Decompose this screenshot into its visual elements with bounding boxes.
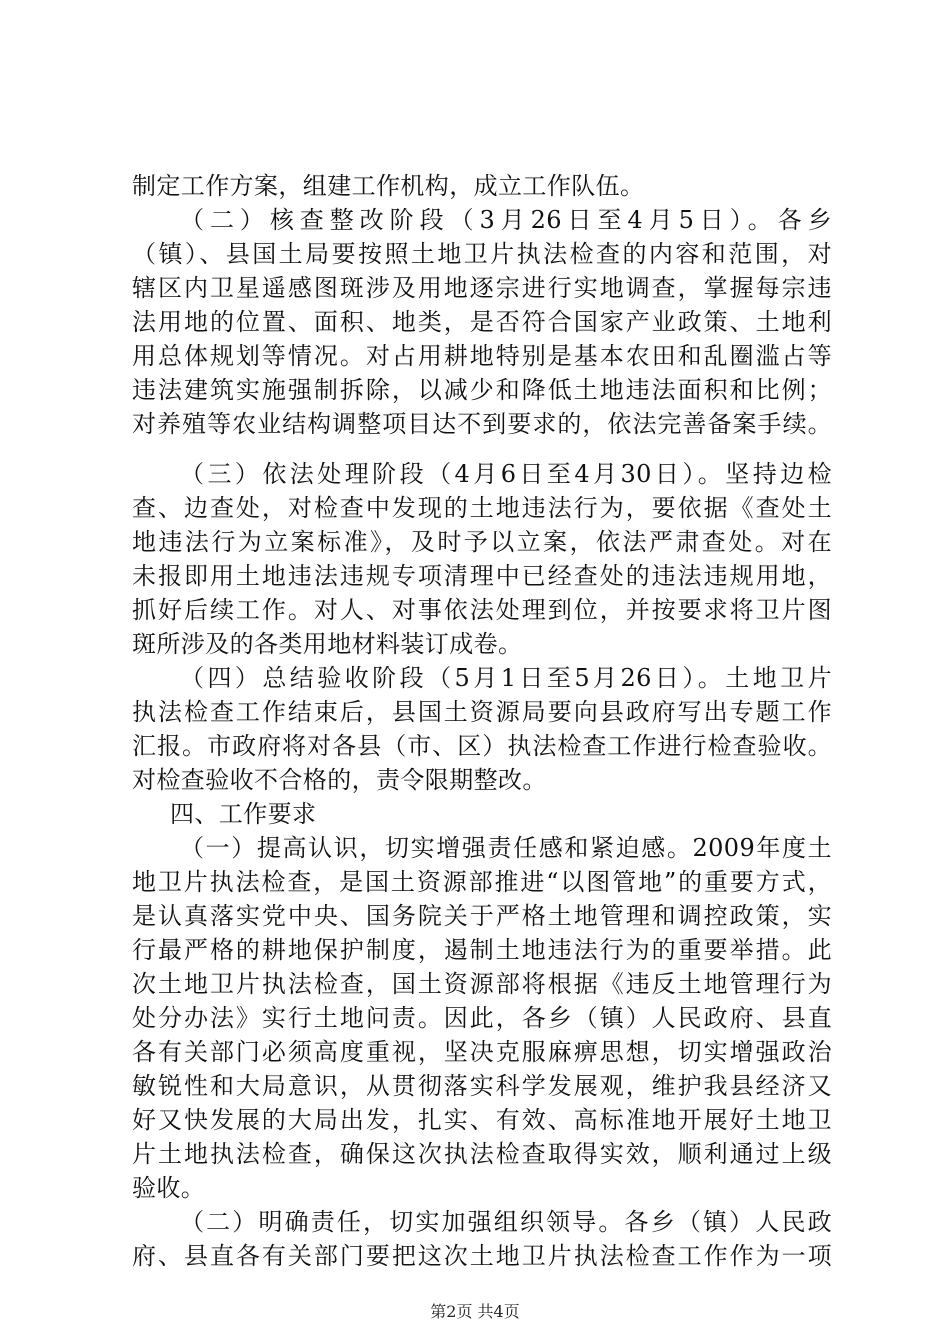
text-line: （二）明确责任，切实加强组织领导。各乡（镇）人民政 — [180, 1208, 832, 1236]
text-line: 斑所涉及的各类用地材料装订成卷。 — [132, 630, 523, 658]
text-line: （镇）、县国土局要按照土地卫片执法检查的内容和范围，对 — [132, 240, 832, 268]
text-line: 法用地的位置、面积、地类，是否符合国家产业政策、土地利 — [132, 308, 832, 336]
text-line: 验收。 — [132, 1174, 206, 1202]
text-line: 汇报。市政府将对各县（市、区）执法检查工作进行检查验收。 — [132, 732, 832, 760]
text-line: 地卫片执法检查，是国土资源部推进“以图管地”的重要方式， — [132, 868, 832, 896]
text-line: 对检查验收不合格的，责令限期整改。 — [132, 766, 547, 794]
text-line: 执法检查工作结束后，县国土资源局要向县政府写出专题工作 — [132, 698, 832, 726]
text-line: 是认真落实党中央、国务院关于严格土地管理和调控政策，实 — [132, 902, 832, 930]
text-line: 处分办法》实行土地问责。因此，各乡（镇）人民政府、县直 — [132, 1004, 832, 1032]
text-line: 行最严格的耕地保护制度，遏制土地违法行为的重要举措。此 — [132, 936, 832, 964]
section-heading: 四、工作要求 — [170, 800, 317, 828]
text-line: 辖区内卫星遥感图斑涉及用地逐宗进行实地调查，掌握每宗违 — [132, 274, 832, 302]
text-line: 违法建筑实施强制拆除，以减少和降低土地违法面积和比例； — [132, 376, 832, 404]
text-line: 次土地卫片执法检查，国土资源部将根据《违反土地管理行为 — [132, 970, 832, 998]
text-line: 好又快发展的大局出发，扎实、有效、高标准地开展好土地卫 — [132, 1106, 832, 1134]
text-line: （三）依法处理阶段（4月6日至4月30日）。坚持边检 — [180, 460, 832, 488]
text-line: 敏锐性和大局意识，从贯彻落实科学发展观，维护我县经济又 — [132, 1072, 832, 1100]
text-line: 未报即用土地违法违规专项清理中已经查处的违法违规用地， — [132, 562, 832, 590]
text-line: （一）提高认识，切实增强责任感和紧迫感。2009年度土 — [180, 834, 832, 862]
text-line: （四）总结验收阶段（5月1日至5月26日）。土地卫片 — [180, 664, 832, 692]
text-line: 查、边查处，对检查中发现的土地违法行为，要依据《查处土 — [132, 494, 832, 522]
text-line: 制定工作方案，组建工作机构，成立工作队伍。 — [132, 172, 645, 200]
text-line: 对养殖等农业结构调整项目达不到要求的，依法完善备案手续。 — [132, 410, 832, 438]
page-number-footer: 第2页 共4页 — [430, 1302, 520, 1321]
text-line: （二）核查整改阶段（3月26日至4月5日）。各乡 — [180, 206, 832, 234]
text-line: 片土地执法检查，确保这次执法检查取得实效，顺利通过上级 — [132, 1140, 832, 1168]
text-line: 抓好后续工作。对人、对事依法处理到位，并按要求将卫片图 — [132, 596, 832, 624]
text-line: 各有关部门必须高度重视，坚决克服麻痹思想，切实增强政治 — [132, 1038, 832, 1066]
text-line: 府、县直各有关部门要把这次土地卫片执法检查工作作为一项 — [132, 1242, 832, 1270]
text-line: 用总体规划等情况。对占用耕地特别是基本农田和乱圈滥占等 — [132, 342, 832, 370]
text-line: 地违法行为立案标准》，及时予以立案，依法严肃查处。对在 — [132, 528, 832, 556]
